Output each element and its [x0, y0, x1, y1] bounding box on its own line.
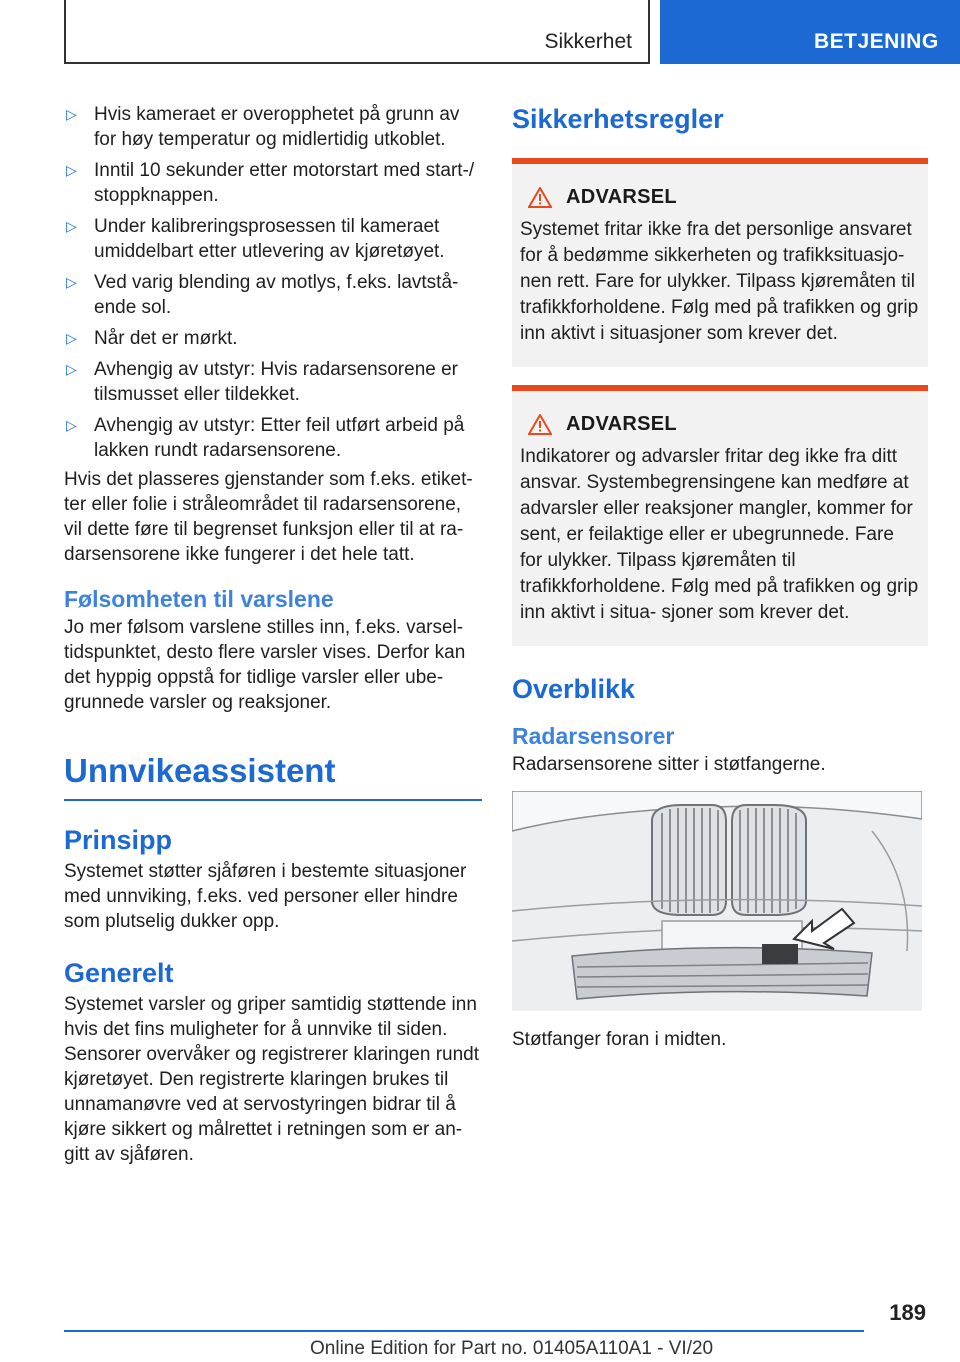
figure-caption: Støtfanger foran i midten.	[512, 1029, 727, 1050]
header-section-title: Sikkerhet	[544, 30, 632, 53]
triangle-right-icon: ▷	[66, 218, 77, 234]
section-heading-overview: Overblikk	[512, 674, 636, 704]
section-heading-general: Generelt	[64, 958, 174, 988]
conditions-list	[64, 102, 482, 463]
list-item: ▷ Avhengig av utstyr: Etter feil utført arbeid på lakken rundt radarsensorene.	[66, 415, 465, 461]
header-chapter-tab: BETJENING	[660, 0, 960, 64]
warning-title: ADVARSEL	[566, 186, 677, 208]
triangle-right-icon: ▷	[66, 274, 77, 290]
list-item: ▷ Ved varig blending av motlys, f.eks. lavtstå- ende sol.	[66, 272, 459, 318]
triangle-right-icon: ▷	[66, 330, 77, 346]
warning-text: Systemet fritar ikke fra det personlige ansvaret for å bedømme sikkerheten og trafikksituasjo- nen rett. Fare for ulykker. Tilpass kjøremåten til trafikkforholdene. Følg med på trafikken og grip inn aktivt i situasjoner som krever det.	[520, 219, 919, 344]
section-heading-safety: Sikkerhetsregler	[512, 104, 724, 134]
triangle-right-icon: ▷	[66, 106, 77, 122]
chapter-heading-block	[64, 751, 482, 801]
warning-text: Indikatorer og advarsler fritar deg ikke fra ditt ansvar. Systembegrensingene kan medføre at advarsler eller reaksjoner mangler, kommer for sent, er feilaktige eller er ubegrunnede. Fare for ulykker. Tilpass kjøremåten til trafikkforholdene. Følg med på trafikken og grip inn aktivt i situa- sjoner som krever det.	[520, 446, 919, 623]
footer-divider	[64, 1330, 864, 1332]
bumper-drawing	[512, 791, 922, 1011]
list-item: ▷ Hvis kameraet er overopphetet på grunn av for høy temperatur og midlertidig utkoblet.	[66, 104, 460, 150]
list-item: ▷ Avhengig av utstyr: Hvis radarsensorene er tilsmusset eller tildekket.	[66, 359, 458, 405]
warning-triangle-icon	[528, 414, 552, 435]
chapter-heading: Unnvikeassistent	[64, 752, 336, 789]
warning-title: ADVARSEL	[566, 413, 677, 435]
bumper-illustration	[512, 791, 922, 1011]
warning-triangle-icon	[528, 187, 552, 208]
body-paragraph: Jo mer følsom varslene stilles inn, f.eks. varsel- tidspunktet, desto flere varsler vises. Derfor kan det hyppig oppstå for tidlige varsler eller ube- grunnede varsler og reaksjoner.	[64, 617, 466, 713]
body-paragraph: Systemet støtter sjåføren i bestemte situasjoner med unnviking, f.eks. ved personer eller hindre som plutselig dukker opp.	[64, 861, 467, 932]
body-paragraph: Hvis det plasseres gjenstander som f.eks. etiket- ter eller folie i stråleområdet til radarsensorene, vil dette føre til begrenset funksjon eller til at ra- darsensorene ikke fungerer i det hele tatt.	[64, 469, 473, 565]
body-paragraph: Radarsensorene sitter i støtfangerne.	[512, 754, 826, 775]
triangle-right-icon: ▷	[66, 361, 77, 377]
section-heading-sensitivity: Følsomheten til varslene	[64, 586, 334, 612]
list-item: ▷ Under kalibreringsprosessen til kameraet umiddelbart etter utlevering av kjøretøyet.	[66, 216, 445, 262]
triangle-right-icon: ▷	[66, 162, 77, 178]
page-number: 189	[889, 1300, 926, 1325]
warning-box	[512, 158, 928, 367]
right-column	[512, 102, 928, 1052]
triangle-right-icon: ▷	[66, 417, 77, 433]
section-heading-radar: Radarsensorer	[512, 723, 675, 749]
list-item: ▷ Når det er mørkt.	[66, 328, 238, 349]
list-item: ▷ Inntil 10 sekunder etter motorstart med start-/ stoppknappen.	[66, 160, 475, 206]
section-heading-principle: Prinsipp	[64, 825, 173, 855]
warning-box	[512, 385, 928, 646]
body-paragraph: Systemet varsler og griper samtidig støttende inn hvis det fins muligheter for å unnvike til siden. Sensorer overvåker og registrerer klaringen rundt kjøretøyet. Den registrerte klaringen brukes til unnamanøvre ved at servostyringen bidrar til å kjøre sikkert og målrettet i retningen som er an- gitt av sjåføren.	[64, 994, 480, 1165]
left-column	[64, 102, 482, 1167]
footer-edition: Online Edition for Part no. 01405A110A1 - VI/20	[310, 1338, 714, 1359]
